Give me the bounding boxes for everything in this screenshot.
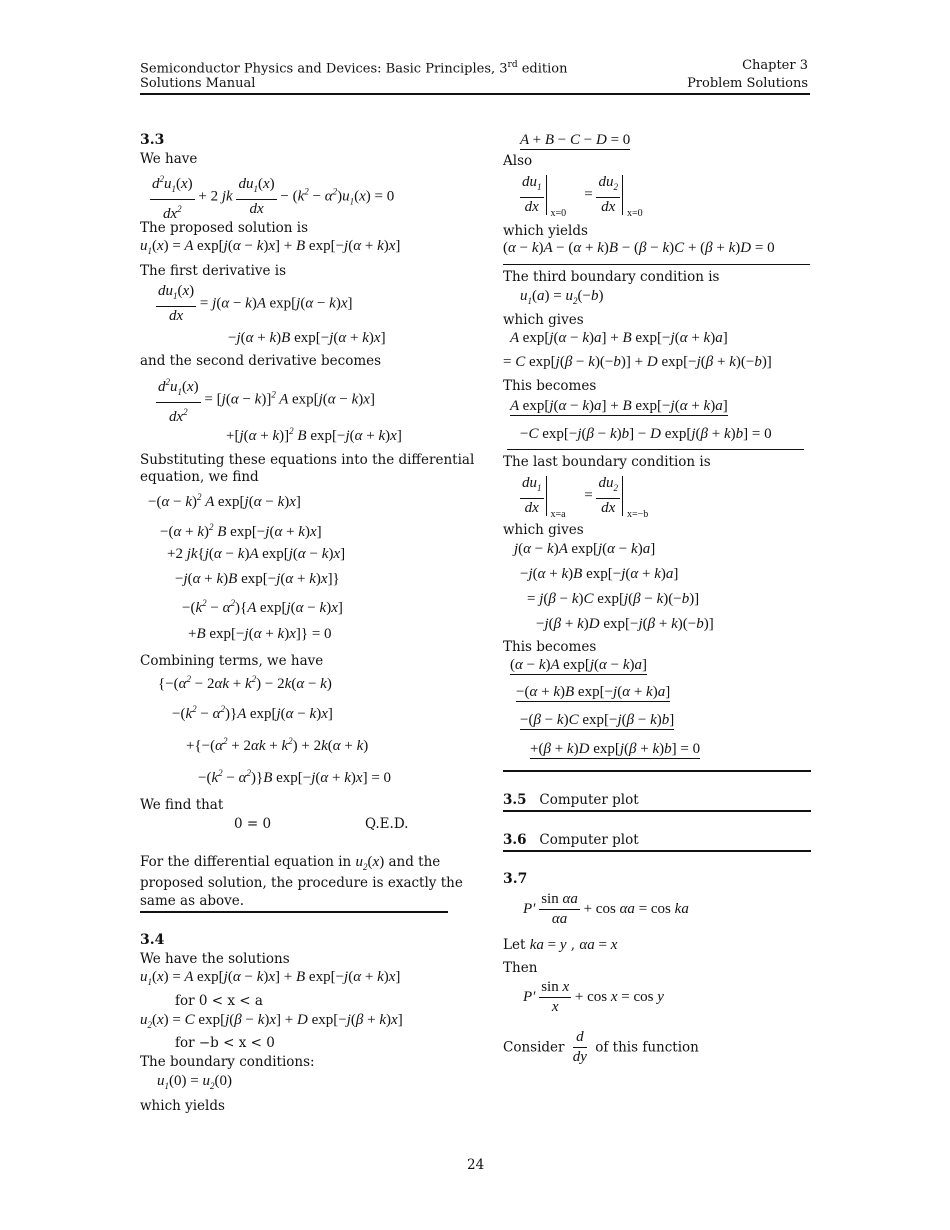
equation-comb-4: $-(k^2 - \alpha^2)\}B$ exp[−j(α + k)x] = 0: [198, 768, 392, 786]
text-last-bc: The last boundary condition is: [503, 454, 711, 470]
text-which-gives: which gives: [503, 312, 584, 328]
equation-second-deriv-2: $+[j(\alpha + k)]^2$ B exp[−j(α + k)x]: [226, 426, 402, 444]
equation-kp-2: P′ $\frac{\text{sin x}}{x}$ + cos x = cos y: [523, 979, 664, 1015]
equation-u1-solution: $u_1(x) = A$ exp[j(α − k)x] + B exp[−j(α + k)x]: [140, 969, 401, 987]
text-combining: Combining terms, we have: [140, 653, 324, 669]
section-rule-3-6: [503, 850, 811, 852]
page-number: 24: [467, 1157, 485, 1173]
text-we-have: We have: [140, 151, 198, 167]
problem-3-4-heading: 3.4: [140, 932, 165, 948]
text-substituting: Substituting these equations into the differential: [140, 452, 475, 468]
equation-sub-4: −j(α + k)B exp[−j(α + k)x]}: [175, 571, 340, 587]
text-for-diff: For the differential equation in $u_2(x)$ and the: [140, 854, 441, 872]
text-same-as-above: same as above.: [140, 893, 245, 909]
text-let: Let ka = y , αa = x: [503, 937, 618, 953]
equation-bc4-8: +(β + k)D exp[j(β + k)b] = 0: [530, 741, 701, 757]
equation-comb-3: $+\{-(\alpha^2 + 2\alpha k + k^2) + 2k(\alpha + k)$: [186, 736, 369, 754]
equation-first-deriv-1: $\frac{du_1(x)}{dx}$ = j(α − k)A exp[j(α − k)x]: [158, 283, 353, 324]
text-third-bc: The third boundary condition is: [503, 269, 720, 285]
equation-sub-1: $-(\alpha - k)^2$ A exp[j(α − k)x]: [148, 492, 301, 510]
rule-bc3: [507, 449, 804, 450]
equation-bc1: $u_1(0) = u_2(0)$: [157, 1073, 232, 1091]
text-boundary-conditions: The boundary conditions:: [140, 1054, 315, 1070]
equation-u2-solution: $u_2(x) = C$ exp[j(β − k)x] + D exp[−j(β + k)x]: [140, 1012, 403, 1030]
equation-bc3: $u_1(a) = u_2(-b)$: [520, 288, 604, 306]
rule-bc2: [503, 264, 810, 265]
equation-bc4-7: −(β − k)C exp[−j(β − k)b]: [520, 712, 675, 728]
text-then: Then: [503, 960, 538, 976]
text-proposed-solution-2: proposed solution, the procedure is exactly the: [140, 875, 463, 891]
text-also: Also: [503, 153, 533, 169]
equation-bc4-4: −j(β + k)D exp[−j(β + k)(−b)]: [536, 616, 714, 632]
equation-bc4-1: j(α − k)A exp[j(α − k)a]: [514, 541, 656, 557]
equation-diff: $\frac{d^2u_1(x)}{dx^2}$ + 2 jk $\frac{du_1(x)}{dx}$ − $(k^2 - \alpha^2)u_1(x) = 0$: [150, 170, 394, 224]
text-this-becomes: This becomes: [503, 378, 597, 394]
problem-3-6: 3.6 Computer plot: [503, 832, 639, 848]
header-rule: [140, 93, 810, 95]
problem-3-3-heading: 3.3: [140, 132, 165, 148]
text-consider: Consider $\frac{d}{dy}$ of this function: [503, 1029, 699, 1065]
equation-bc3-2: = C exp[j(β − k)(−b)] + D exp[−j(β + k)(−b)]: [503, 354, 772, 370]
equation-bc4-5: (α − k)A exp[j(α − k)a]: [510, 657, 648, 673]
text-second-derivative: and the second derivative becomes: [140, 353, 382, 369]
text-which-gives-2: which gives: [503, 522, 584, 538]
equation-bc2: $\frac{du_1}{dx}$ x=0 = $\frac{du_2}{dx}$ x=0: [520, 173, 657, 217]
equation-sub-3: +2 jk{j(α − k)A exp[j(α − k)x]: [167, 546, 346, 562]
equation-bc3-4: −C exp[−j(β − k)b] − D exp[j(β + k)b] = 0: [520, 426, 772, 442]
text-range-2: for −b < x < 0: [175, 1035, 275, 1051]
problem-3-7-heading: 3.7: [503, 871, 528, 887]
header-manual: Solutions Manual: [140, 76, 256, 91]
text-solutions: We have the solutions: [140, 951, 290, 967]
text-equation-find: equation, we find: [140, 469, 259, 485]
text-range-1: for 0 < x < a: [175, 993, 263, 1009]
text-qed: Q.E.D.: [365, 816, 409, 832]
text-we-find-that: We find that: [140, 797, 224, 813]
equation-sub-2: $-(\alpha + k)^2$ B exp[−j(α + k)x]: [160, 522, 322, 540]
equation-second-deriv-1: $\frac{d^2u_1(x)}{dx^2}$ = $[j(\alpha - k)]^2$ A exp[j(α − k)x]: [156, 373, 375, 427]
equation-u1: $u_1(x) = A$ exp[j(α − k)x] + B exp[−j(α + k)x]: [140, 238, 401, 256]
text-first-derivative: The first derivative is: [140, 263, 287, 279]
equation-comb-2: $-(k^2 - \alpha^2)\}A$ exp[j(α − k)x]: [172, 704, 333, 722]
equation-bc4-2: −j(α + k)B exp[−j(α + k)a]: [520, 566, 679, 582]
equation-sub-5: $-(k^2 - \alpha^2)\{A$ exp[j(α − k)x]: [182, 598, 343, 616]
text-zero-equals-zero: 0 = 0: [234, 816, 272, 832]
section-rule-3-5: [503, 810, 811, 812]
equation-bc3-3: A exp[j(α − k)a] + B exp[−j(α + k)a]: [510, 398, 728, 414]
equation-bc3-1: A exp[j(α − k)a] + B exp[−j(α + k)a]: [510, 330, 728, 346]
section-rule-3-3: [140, 911, 448, 913]
header-section: Problem Solutions: [687, 76, 808, 91]
text-this-becomes-2: This becomes: [503, 639, 597, 655]
text-proposed: The proposed solution is: [140, 220, 308, 236]
equation-first-deriv-2: −j(α + k)B exp[−j(α + k)x]: [228, 330, 386, 346]
equation-sub-6: +B exp[−j(α + k)x]} = 0: [188, 626, 332, 642]
header-book-title: Semiconductor Physics and Devices: Basic Principles, 3rd edition: [140, 60, 568, 77]
section-rule-3-4: [503, 770, 811, 772]
equation-bc4-3: = j(β − k)C exp[j(β − k)(−b)]: [527, 591, 700, 607]
text-which-yields-left: which yields: [140, 1098, 225, 1114]
equation-kp-1: P′ $\frac{\text{sin αa}}{\alpha a}$ + cos αa = cos ka: [523, 891, 689, 927]
equation-bc4: $\frac{du_1}{dx}$ x=a = $\frac{du_2}{dx}$ x=−b: [520, 474, 657, 518]
equation-bc4-6: −(α + k)B exp[−j(α + k)a]: [516, 684, 671, 700]
problem-3-5: 3.5 Computer plot: [503, 792, 639, 808]
header-chapter: Chapter 3: [742, 58, 808, 73]
equation-bc2-result: (α − k)A − (α + k)B − (β − k)C + (β + k)D = 0: [503, 240, 775, 256]
equation-comb-1: {$-(\alpha^2 - 2\alpha k + k^2) - 2k(\alpha - k)$: [158, 674, 332, 692]
equation-abcd: A + B − C − D = 0: [520, 132, 631, 148]
text-which-yields: which yields: [503, 223, 588, 239]
